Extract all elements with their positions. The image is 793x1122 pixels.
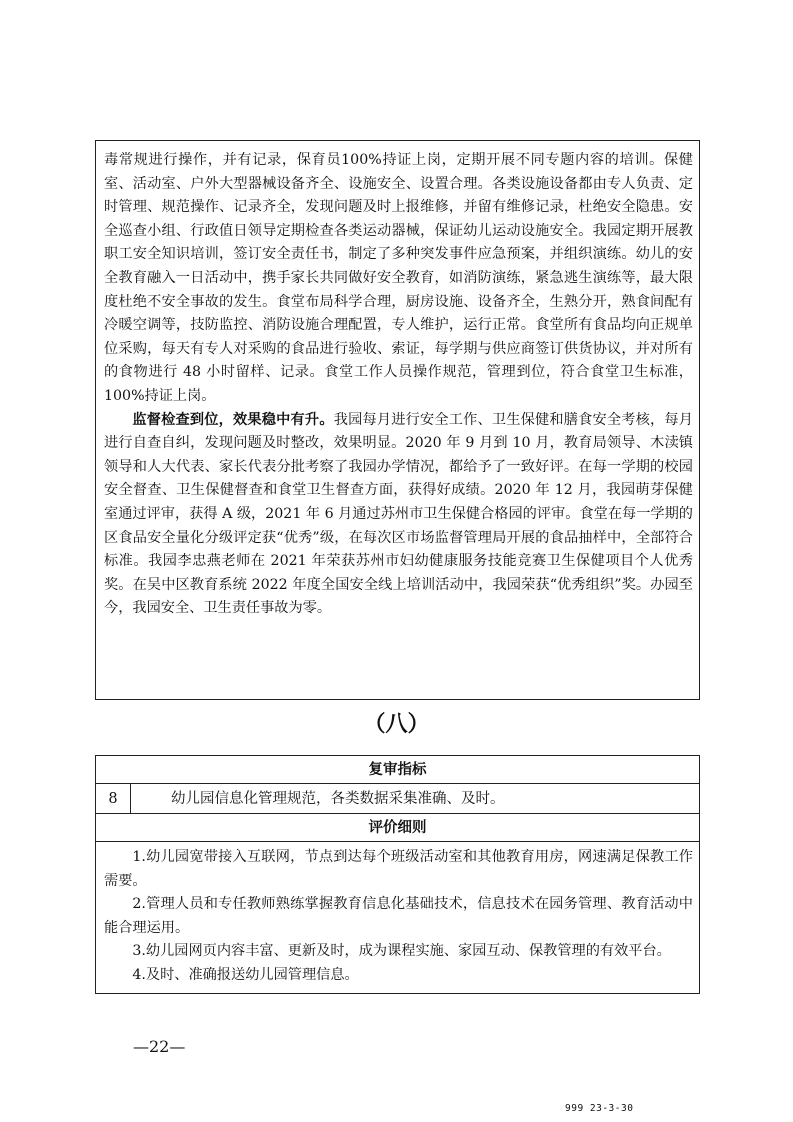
indicator-header: 复审指标 [96, 756, 699, 784]
indicator-text: 幼儿园信息化管理规范，各类数据采集准确、及时。 [171, 791, 505, 807]
paragraph-lead-heading: 监督检查到位，效果稳中有升。 [132, 411, 334, 428]
indicator-number: 8 [96, 784, 131, 813]
indicator-row [96, 784, 699, 814]
detail-item: 3.幼儿园网页内容丰富、更新及时，成为课程实施、家园互动、保教管理的有效平台。 [132, 943, 671, 959]
section-title: （八） [363, 711, 430, 737]
paragraph-safety-management: 毒常规进行操作，并有记录，保育员100%持证上岗，定期开展不同专题内容的培训。保健室、活动室、户外大型器械设备齐全、设施安全、设置合理。各类设施设备都由专人负责、定时管理、规范操作、记录齐全，发现问题及时上报维修，并留有维修记录，杜绝安全隐患。安全巡查小组、行政值日领导定期检查各类运动器械，保证幼儿运动设施安全。我园定期开展教职工安全知识培训，签订安全责任书，制定了多种突发事件应急预案，并组织演练。幼儿的安全教育融入一日活动中，携手家长共同做好安全教育，如消防演练，紧急逃生演练等，最大限度杜绝不安全事故的发生。食堂布局科学合理，厨房设施、设备齐全，生熟分开，熟食间配有冷暖空调等，技防监控、消防设施合理配置，专人维护，运行正常。食堂所有食品均向正规单位采购，每天有专人对采购的食品进行验收、索证，每学期与供应商签订供货协议，并对所有的食物进行 48 小时留样、记录。食堂工作人员操作规范，管理到位，符合食堂卫生标准，100%持证上岗。 [104, 152, 693, 404]
detail-item: 1.幼儿园宽带接入互联网，节点到达每个班级活动室和其他教育用房，网速满足保教工作需要。 [104, 849, 693, 889]
paragraph-supervision [104, 409, 693, 621]
detail-item: 4.及时、准确报送幼儿园管理信息。 [132, 966, 359, 983]
detail-item: 2.管理人员和专任教师熟练掌握教育信息化基础技术，信息技术在园务管理、教育活动中能合理运用。 [104, 896, 693, 936]
page-number: —22— [133, 1037, 186, 1056]
detail-header: 评价细则 [96, 814, 699, 842]
paragraph-body: 我园每月进行安全工作、卫生保健和膳食安全考核，每月进行自查自纠，发现问题及时整改，效果明显。2020 年 9 月到 10 月，教育局领导、木渎镇领导和人大代表、家长代表分批考察了我园办学情况，都给予了一致好评。在每一学期的校园安全督查、卫生保健督查和食堂卫生督查方面，获得好成绩。2020 年 12 月，我园萌芽保健室通过评审，获得 A 级，2021 年 6 月通过苏州市卫生保健合格园的评审。食堂在每一学期的区食品安全量化分级评定获“优秀”级，在每次区市场监督管理局开展的食品抽样中，全部符合标准。我园李忠燕老师在 2021 年荣获苏州市妇幼健康服务技能竞赛卫生保健项目个人优秀奖。在吴中区教育系统 2022 年度全国安全线上培训活动中，我园荣获“优秀组织”奖。办园至今，我园安全、卫生责任事故为零。 [104, 411, 693, 617]
evaluation-table [95, 755, 700, 994]
content-box [95, 140, 700, 700]
detail-list [96, 842, 699, 993]
print-stamp: 999 23-3-30 [565, 1103, 634, 1114]
